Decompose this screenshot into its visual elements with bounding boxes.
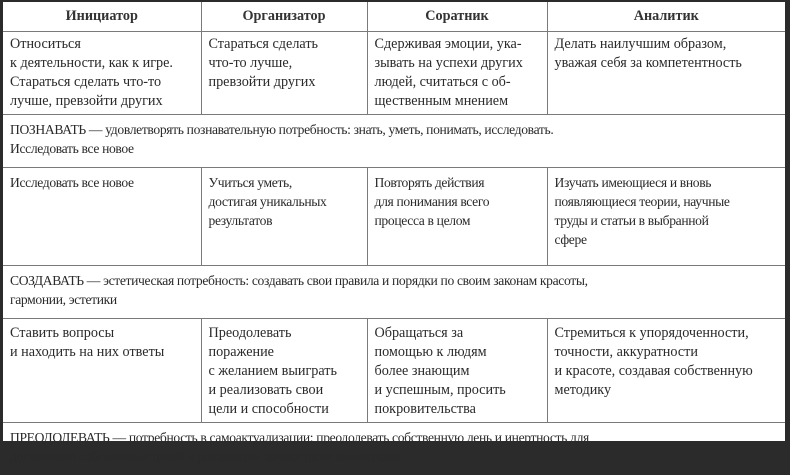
cell-organizer: Учиться уметь, достигая уникальных результатов (201, 168, 367, 266)
table-row (3, 319, 785, 423)
header-organizer: Организатор (201, 2, 367, 32)
section-text: ПОЗНАВАТЬ — удовлетворять познавательную потребность: знать, уметь, понимать, исследовать. Исследовать все новое (3, 115, 785, 168)
header-initiator: Инициатор (3, 2, 201, 32)
cell-analyst: Стремиться к упорядоченности, точности, аккуратности и красоте, создавая собственную методику (547, 319, 785, 423)
header-associate: Соратник (367, 2, 547, 32)
cell-associate: Сдерживая эмоции, ука- зывать на успехи других людей, считаться с об- щественным мнением (367, 32, 547, 115)
table-header-row (3, 2, 785, 32)
cell-initiator: Ставить вопросы и находить на них ответы (3, 319, 201, 423)
section-text: ПРЕОДОЛЕВАТЬ — потребность в самоактуализации: преодолевать собственную лень и инертность для достижения собственных целей и реализации личностного потенциала (3, 423, 785, 475)
needs-table-page (3, 2, 785, 441)
cell-analyst: Делать наилучшим образом, уважая себя за компетентность (547, 32, 785, 115)
cell-associate: Повторять действия для понимания всего процесса в целом (367, 168, 547, 266)
section-row-poznavat (3, 115, 785, 168)
role-needs-table (3, 2, 785, 475)
cell-analyst: Изучать имеющиеся и вновь появляющиеся теории, научные труды и статьи в выбранной сфере (547, 168, 785, 266)
table-row (3, 168, 785, 266)
table-row (3, 32, 785, 115)
cell-associate: Обращаться за помощью к людям более знающим и успешным, просить покровительства (367, 319, 547, 423)
section-row-preodolevat (3, 423, 785, 475)
cell-organizer: Стараться сделать что-то лучше, превзойти других (201, 32, 367, 115)
section-text: СОЗДАВАТЬ — эстетическая потребность: создавать свои правила и порядки по своим законам красоты, гармонии, эстетики (3, 266, 785, 319)
section-row-sozdavat (3, 266, 785, 319)
cell-initiator: Исследовать все новое (3, 168, 201, 266)
cell-organizer: Преодолевать поражение с желанием выиграть и реализовать свои цели и способности (201, 319, 367, 423)
cell-initiator: Относиться к деятельности, как к игре. Стараться сделать что-то лучше, превзойти других (3, 32, 201, 115)
header-analyst: Аналитик (547, 2, 785, 32)
